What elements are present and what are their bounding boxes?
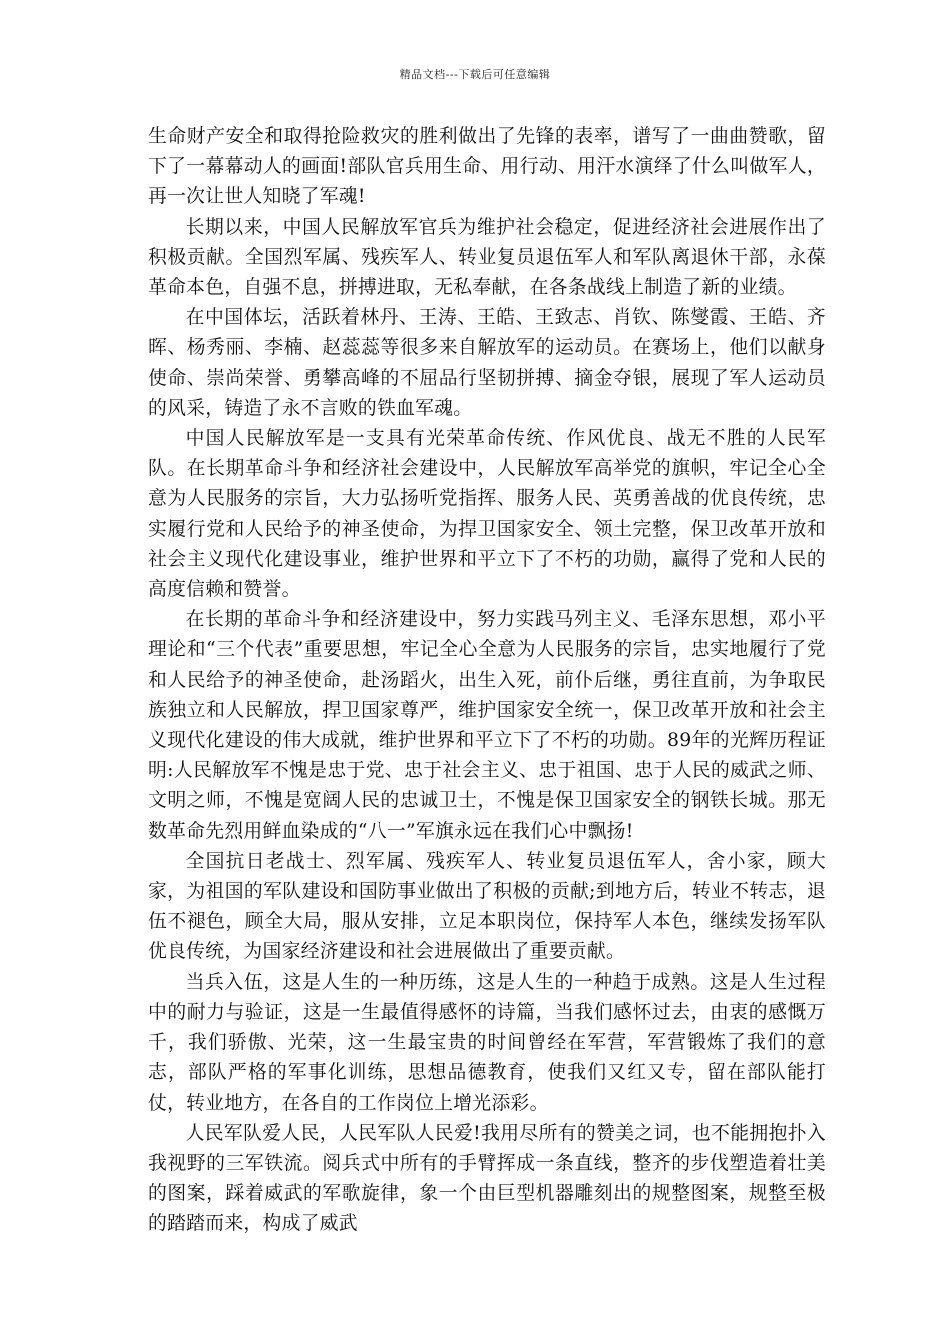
paragraph: 生命财产安全和取得抢险救灾的胜利做出了先锋的表率，谱写了一曲曲赞歌，留下了一幕幕动人的画面!部队官兵用生命、用行动、用汗水演绎了什么叫做军人，再一次让世人知晓了军魂!	[148, 126, 826, 208]
paragraph: 长期以来，中国人民解放军官兵为维护社会稳定，促进经济社会进展作出了积极贡献。全国烈军属、残疾军人、转业复员退伍军人和军队离退休干部，永葆革命本色，自强不息，拼搏进取，无私奉献，在各条战线上制造了新的业绩。	[148, 216, 826, 299]
paragraph: 当兵入伍，这是人生的一种历练，这是人生的一种趋于成熟。这是人生过程中的耐力与验证，这是一生最值得感怀的诗篇，当我们感怀过去，由衷的感慨万千，我们骄傲、光荣，这一生最宝贵的时间曾经在军营，军营锻炼了我们的意志，部队严格的军事化训练，思想品德教育，使我们又红又专，留在部队能打仗，转业地方，在各自的工作岗位上增光添彩。	[148, 971, 826, 1114]
document-body	[148, 122, 826, 1240]
paragraph: 人民军队爱人民，人民军队人民爱!我用尽所有的赞美之词，也不能拥抱扑入我视野的三军铁流。阅兵式中所有的手臂挥成一条直线，整齐的步伐塑造着壮美的图案，踩着威武的军歌旋律，象一个由巨型机器雕刻出的规整图案，规整至极的踏踏而来，构成了威武	[148, 1122, 826, 1235]
paragraph: 中国人民解放军是一支具有光荣革命传统、作风优良、战无不胜的人民军队。在长期革命斗争和经济社会建设中，人民解放军高举党的旗帜，牢记全心全意为人民服务的宗旨，大力弘扬听党指挥、服务人民、英勇善战的优良传统，忠实履行党和人民给予的神圣使命，为捍卫国家安全、领土完整，保卫改革开放和社会主义现代化建设事业，维护世界和平立下了不朽的功勋，赢得了党和人民的高度信赖和赞誉。	[148, 428, 826, 601]
paragraph: 在长期的革命斗争和经济建设中，努力实践马列主义、毛泽东思想，邓小平理论和“三个代表”重要思想，牢记全心全意为人民服务的宗旨，忠实地履行了党和人民给予的神圣使命，赴汤蹈火，出生入死，前仆后继，勇往直前，为争取民族独立和人民解放，捍卫国家尊严，维护国家安全统一，保卫改革开放和社会主义现代化建设的伟大成就，维护世界和平立下了不朽的功勋。89年的光辉历程证明:人民解放军不愧是忠于党、忠于社会主义、忠于祖国、忠于人民的威武之师、文明之师，不愧是宽阔人民的忠诚卫士，不愧是保卫国家安全的钢铁长城。那无数革命先烈用鲜血染成的“八一”军旗永远在我们心中飘扬!	[148, 609, 826, 842]
paragraph: 在中国体坛，活跃着林丹、王涛、王皓、王致志、肖钦、陈燮霞、王皓、齐晖、杨秀丽、李楠、赵蕊蕊等很多来自解放军的运动员。在赛场上，他们以献身使命、崇尚荣誉、勇攀高峰的不屈品行坚韧拼搏、摘金夺银，展现了军人运动员的风采，铸造了永不言败的铁血军魂。	[148, 307, 826, 419]
page-header: 精品文档---下载后可任意编辑	[399, 68, 551, 81]
paragraph: 全国抗日老战士、烈军属、残疾军人、转业复员退伍军人，舍小家，顾大家，为祖国的军队建设和国防事业做出了积极的贡献;到地方后，转业不转志，退伍不褪色，顾全大局，服从安排，立足本职岗位，保持军人本色，继续发扬军队优良传统，为国家经济建设和社会进展做出了重要贡献。	[148, 850, 826, 963]
